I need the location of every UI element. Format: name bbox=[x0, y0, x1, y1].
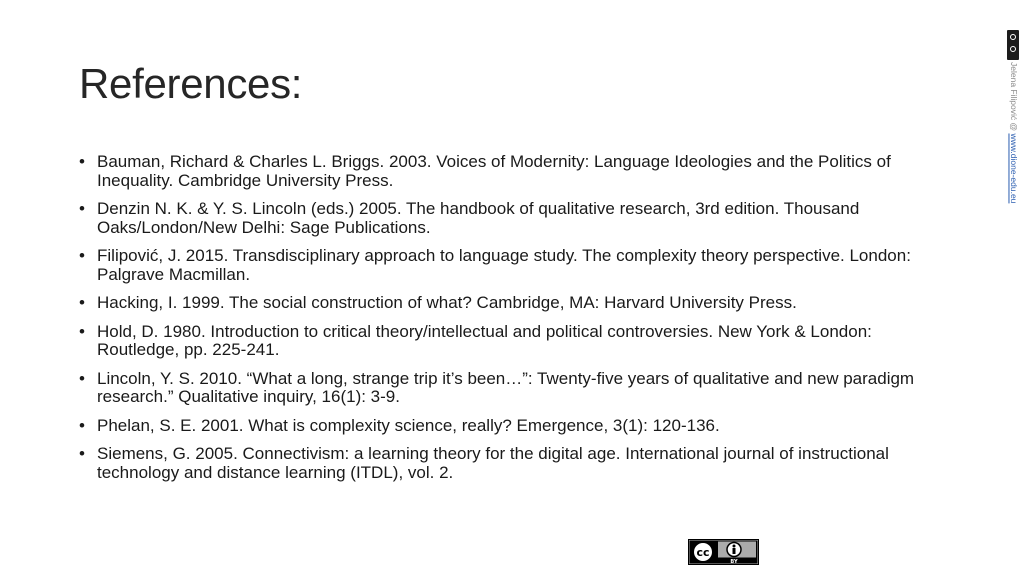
cc-icon-text: cc bbox=[696, 546, 710, 559]
bullet-icon: • bbox=[79, 415, 85, 435]
reference-text: Filipović, J. 2015. Transdisciplinary approach to language study. The complexity theory perspective. London: Palgrave Macmillan. bbox=[97, 246, 911, 284]
cc-dot-icon bbox=[1010, 34, 1016, 40]
reference-item bbox=[79, 200, 939, 237]
cc-by-license-badge bbox=[688, 539, 759, 565]
reference-text: Hold, D. 1980. Introduction to critical theory/intellectual and political controversies. New York & London: Routledge, pp. 225-241. bbox=[97, 321, 872, 359]
bullet-icon: • bbox=[79, 293, 85, 312]
reference-text: Phelan, S. E. 2001. What is complexity science, really? Emergence, 3(1): 120-136. bbox=[97, 415, 720, 435]
reference-text: Siemens, G. 2005. Connectivism: a learning theory for the digital age. International journal of instructional technology and distance learning (ITDL), vol. 2. bbox=[97, 444, 889, 482]
credit-text bbox=[1008, 62, 1019, 203]
reference-text: Bauman, Richard & Charles L. Briggs. 2003. Voices of Modernity: Language Ideologies and the Politics of Inequality. Cambridge University Press. bbox=[97, 152, 891, 190]
bullet-icon: • bbox=[79, 368, 85, 388]
bullet-icon: • bbox=[79, 444, 85, 463]
slide-title: References: bbox=[79, 60, 303, 107]
reference-item bbox=[79, 247, 939, 284]
reference-item bbox=[79, 417, 939, 436]
bullet-icon: • bbox=[79, 246, 85, 265]
reference-text: Denzin N. K. & Y. S. Lincoln (eds.) 2005. The handbook of qualitative research, 3rd edition. Thousand Oaks/London/New Delhi: Sage Publications. bbox=[97, 199, 860, 237]
bullet-icon: • bbox=[79, 321, 85, 341]
reference-item bbox=[79, 445, 939, 482]
reference-item bbox=[79, 153, 939, 190]
credit-author: Jelena Filipović @ bbox=[1009, 62, 1019, 134]
by-dot-icon bbox=[1010, 46, 1016, 52]
reference-item bbox=[79, 323, 939, 360]
bullet-icon: • bbox=[79, 199, 85, 218]
reference-text: Lincoln, Y. S. 2010. “What a long, strange trip it’s been…”: Twenty-five years of qualitative and new paradigm research.” Qualitative inquiry, 16(1): 3-9. bbox=[97, 368, 915, 406]
reference-list bbox=[79, 153, 939, 492]
credit-link[interactable]: www.dione-edu.eu bbox=[1009, 133, 1019, 204]
reference-item bbox=[79, 294, 939, 313]
bullet-icon: • bbox=[79, 152, 85, 171]
reference-text: Hacking, I. 1999. The social construction of what? Cambridge, MA: Harvard University Press. bbox=[97, 293, 797, 312]
side-credit bbox=[1006, 30, 1022, 220]
reference-item bbox=[79, 370, 939, 407]
cc-by-small-icon bbox=[1007, 30, 1019, 60]
by-label: BY bbox=[730, 559, 738, 565]
